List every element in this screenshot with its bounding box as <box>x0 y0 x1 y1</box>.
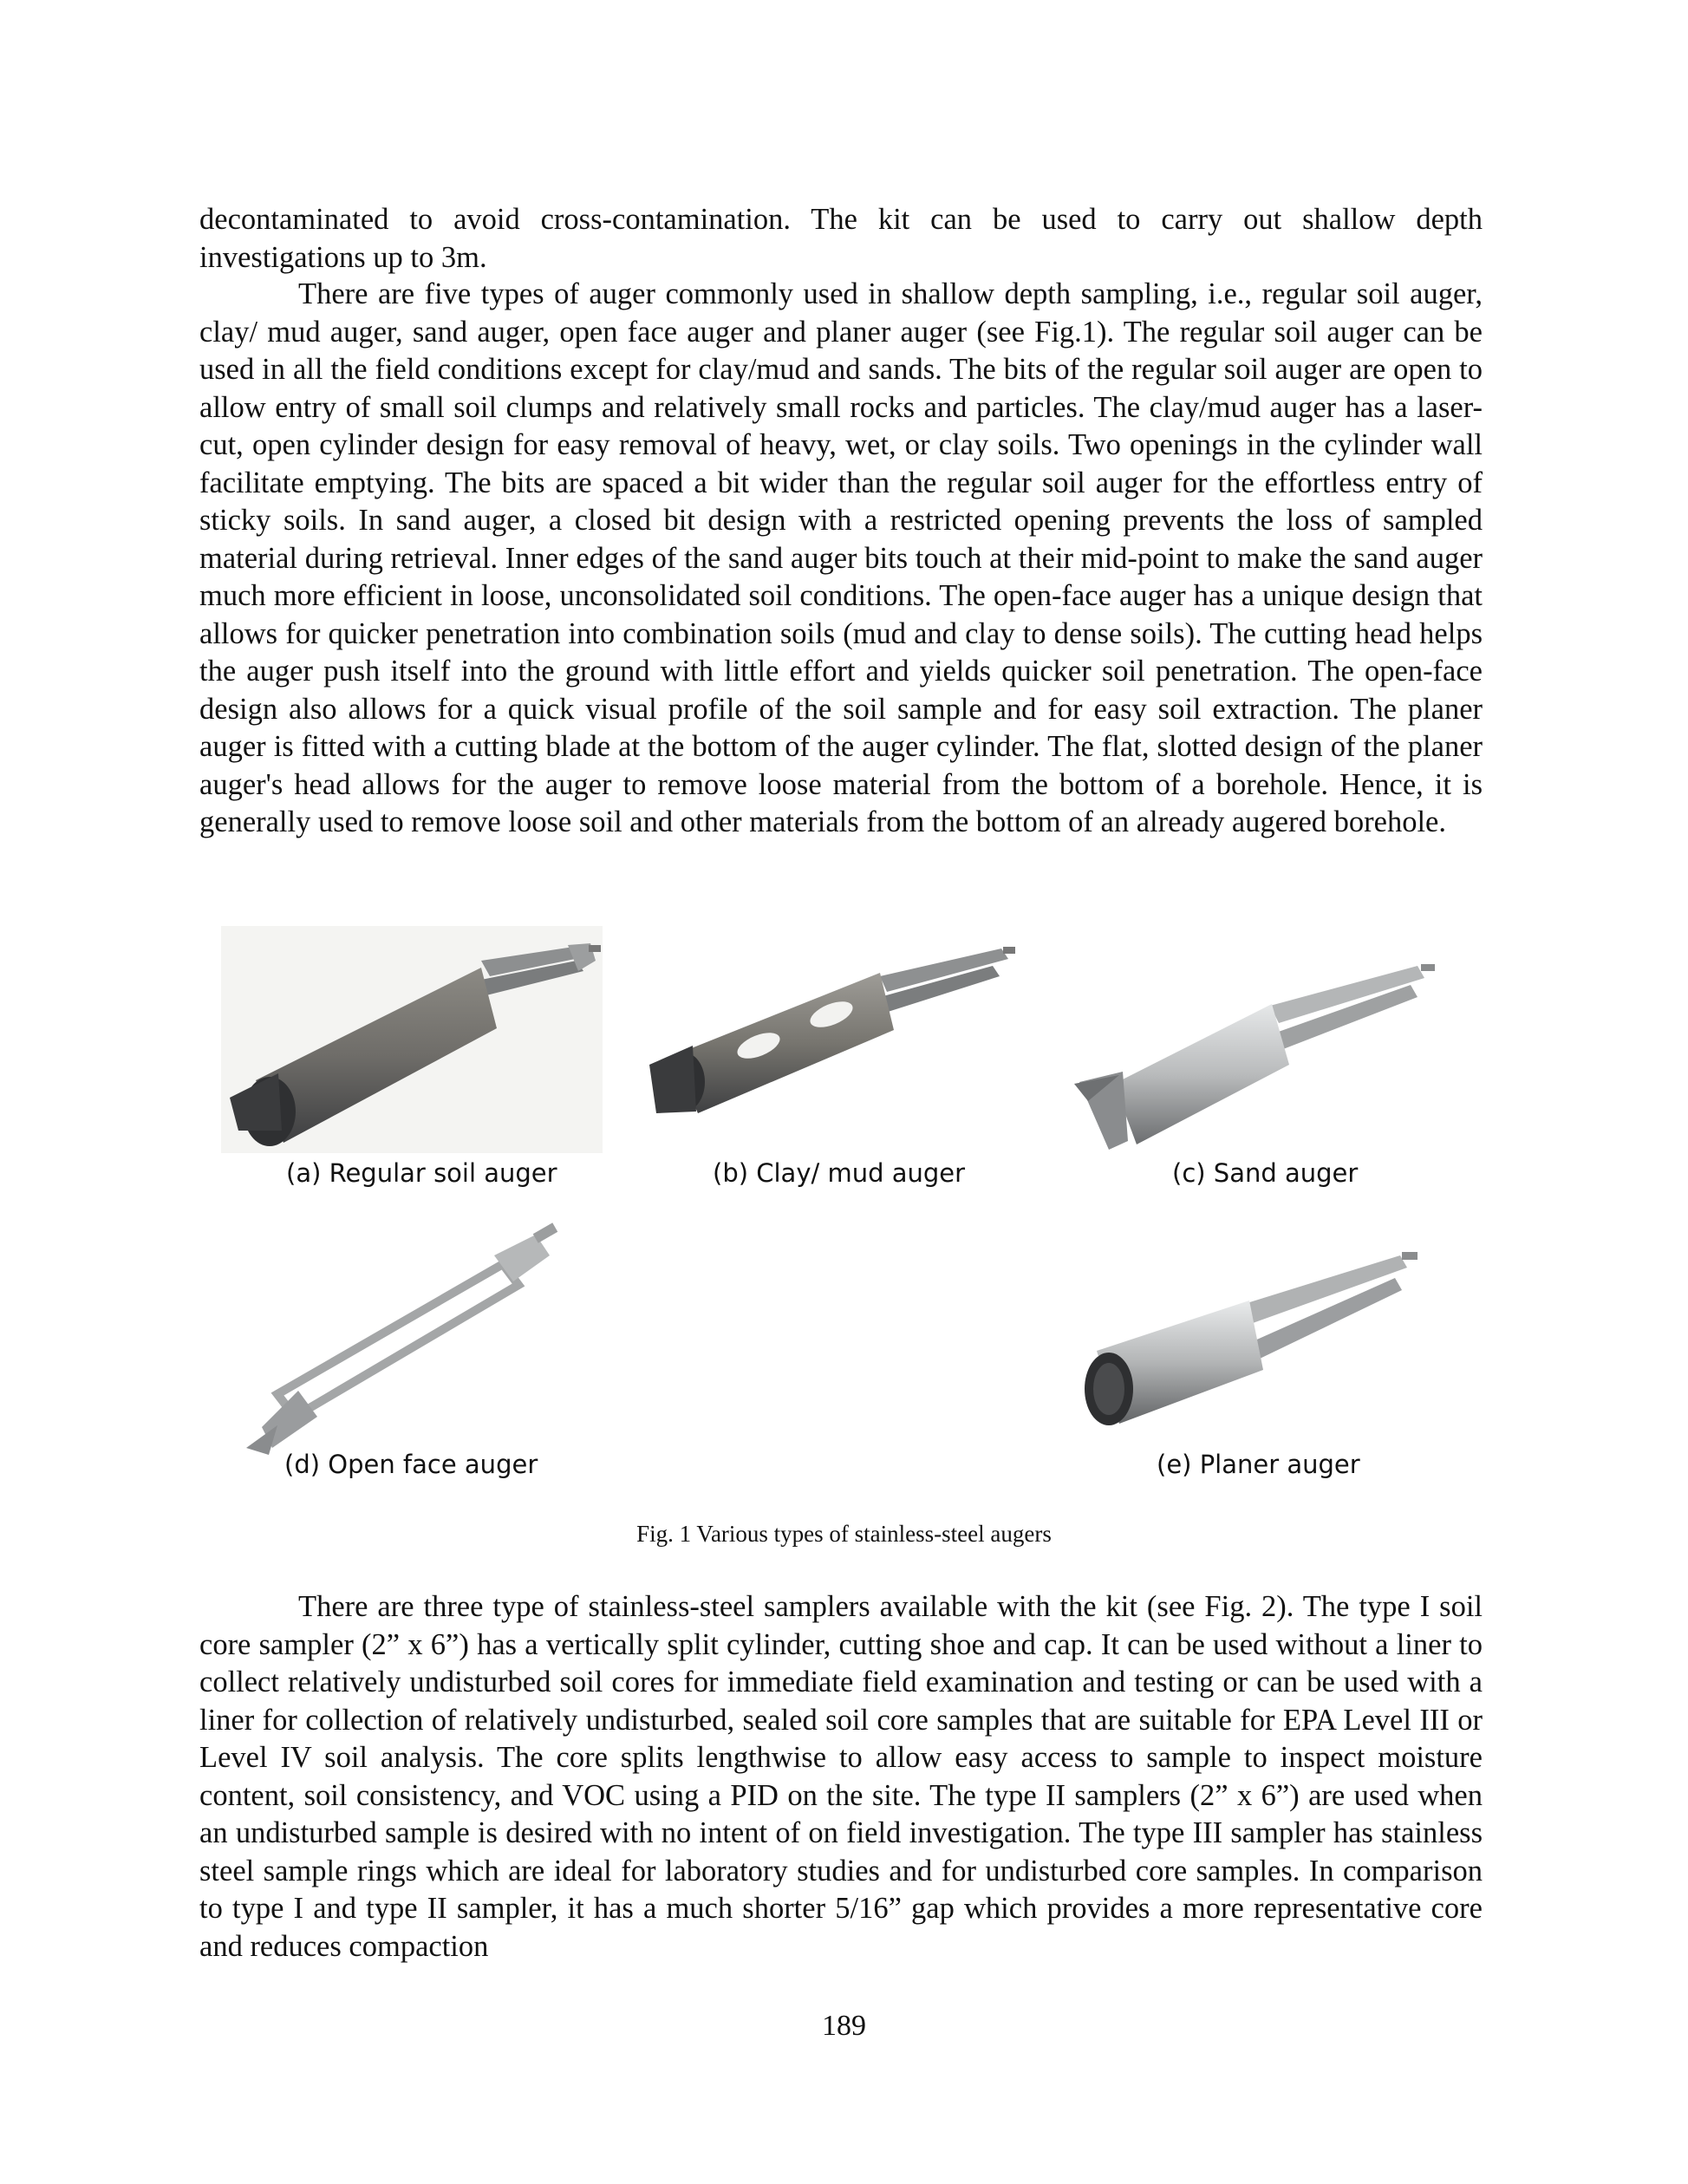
open-face-auger-image <box>243 1221 581 1464</box>
paragraph-3: There are three type of stainless-steel samplers available with the kit (see Fig. 2). The type I soil core sampler (2” x 6”) has a vertically split cylinder, cutting shoe and cap. It can be used without a liner to collect relatively undisturbed soil cores for immediate field examination and testing or can be used with a liner for collection of relatively undisturbed, sealed soil core samples that are suitable for EPA Level III or Level IV soil analysis. The core splits lengthwise to allow easy access to sample to inspect moisture content, soil consistency, and VOC using a PID on the site. The type II samplers (2” x 6”) are used when an undisturbed sample is desired with no intent of on field investigation. The type III sampler has stainless steel sample rings which are ideal for laboratory studies and for undisturbed core samples. In comparison to type I and type II sampler, it has a much shorter 5/16” gap which provides a more representative core and reduces compaction <box>199 1590 1483 1963</box>
paragraph-1: decontaminated to avoid cross-contamination. The kit can be used to carry out shallow depth investigations up to 3m. <box>199 203 1483 274</box>
figure-1 <box>0 919 1688 1561</box>
caption-a: (a) Regular soil auger <box>286 1158 557 1188</box>
caption-b: (b) Clay/ mud auger <box>713 1158 966 1188</box>
page-number: 189 <box>822 2010 866 2042</box>
figure-title: Fig. 1 Various types of stainless-steel augers <box>636 1521 1052 1547</box>
clay-mud-auger-image <box>646 935 1019 1134</box>
paragraph-2: There are five types of auger commonly used in shallow depth sampling, i.e., regular soil auger, clay/ mud auger, sand auger, open face auger and planer auger (see Fig.1). The regular soil auger can be used in all the field conditions except for clay/mud and sands. The bits of the regular soil auger are open to allow entry of small soil clumps and relatively small rocks and particles. The clay/mud auger has a laser-cut, open cylinder design for easy removal of heavy, wet, or clay soils. Two openings in the cylinder wall facilitate emptying. The bits are spaced a bit wider than the regular soil auger for the effortless entry of sticky soils. In sand auger, a closed bit design with a restricted opening prevents the loss of sampled material during retrieval. Inner edges of the sand auger bits touch at their mid-point to make the sand auger much more efficient in loose, unconsolidated soil conditions. The open-face auger has a unique design that allows for quicker penetration into combination soils (mud and clay to dense soils). The cutting head helps the auger push itself into the ground with little effort and yields quicker soil penetration. The open-face design also allows for a quick visual profile of the soil sample and for easy soil extraction. The planer auger is fitted with a cutting blade at the bottom of the auger cylinder. The flat, slotted design of the planer auger's head allows for the auger to remove loose material from the bottom of a borehole. Hence, it is generally used to remove loose soil and other materials from the bottom of an already augered borehole. <box>199 277 1483 838</box>
caption-e: (e) Planer auger <box>1157 1450 1360 1479</box>
sand-auger-image <box>1071 954 1452 1153</box>
planer-auger-image <box>1071 1221 1426 1464</box>
caption-c: (c) Sand auger <box>1172 1158 1359 1188</box>
caption-d: (d) Open face auger <box>284 1450 538 1479</box>
regular-soil-auger-image <box>221 926 603 1153</box>
